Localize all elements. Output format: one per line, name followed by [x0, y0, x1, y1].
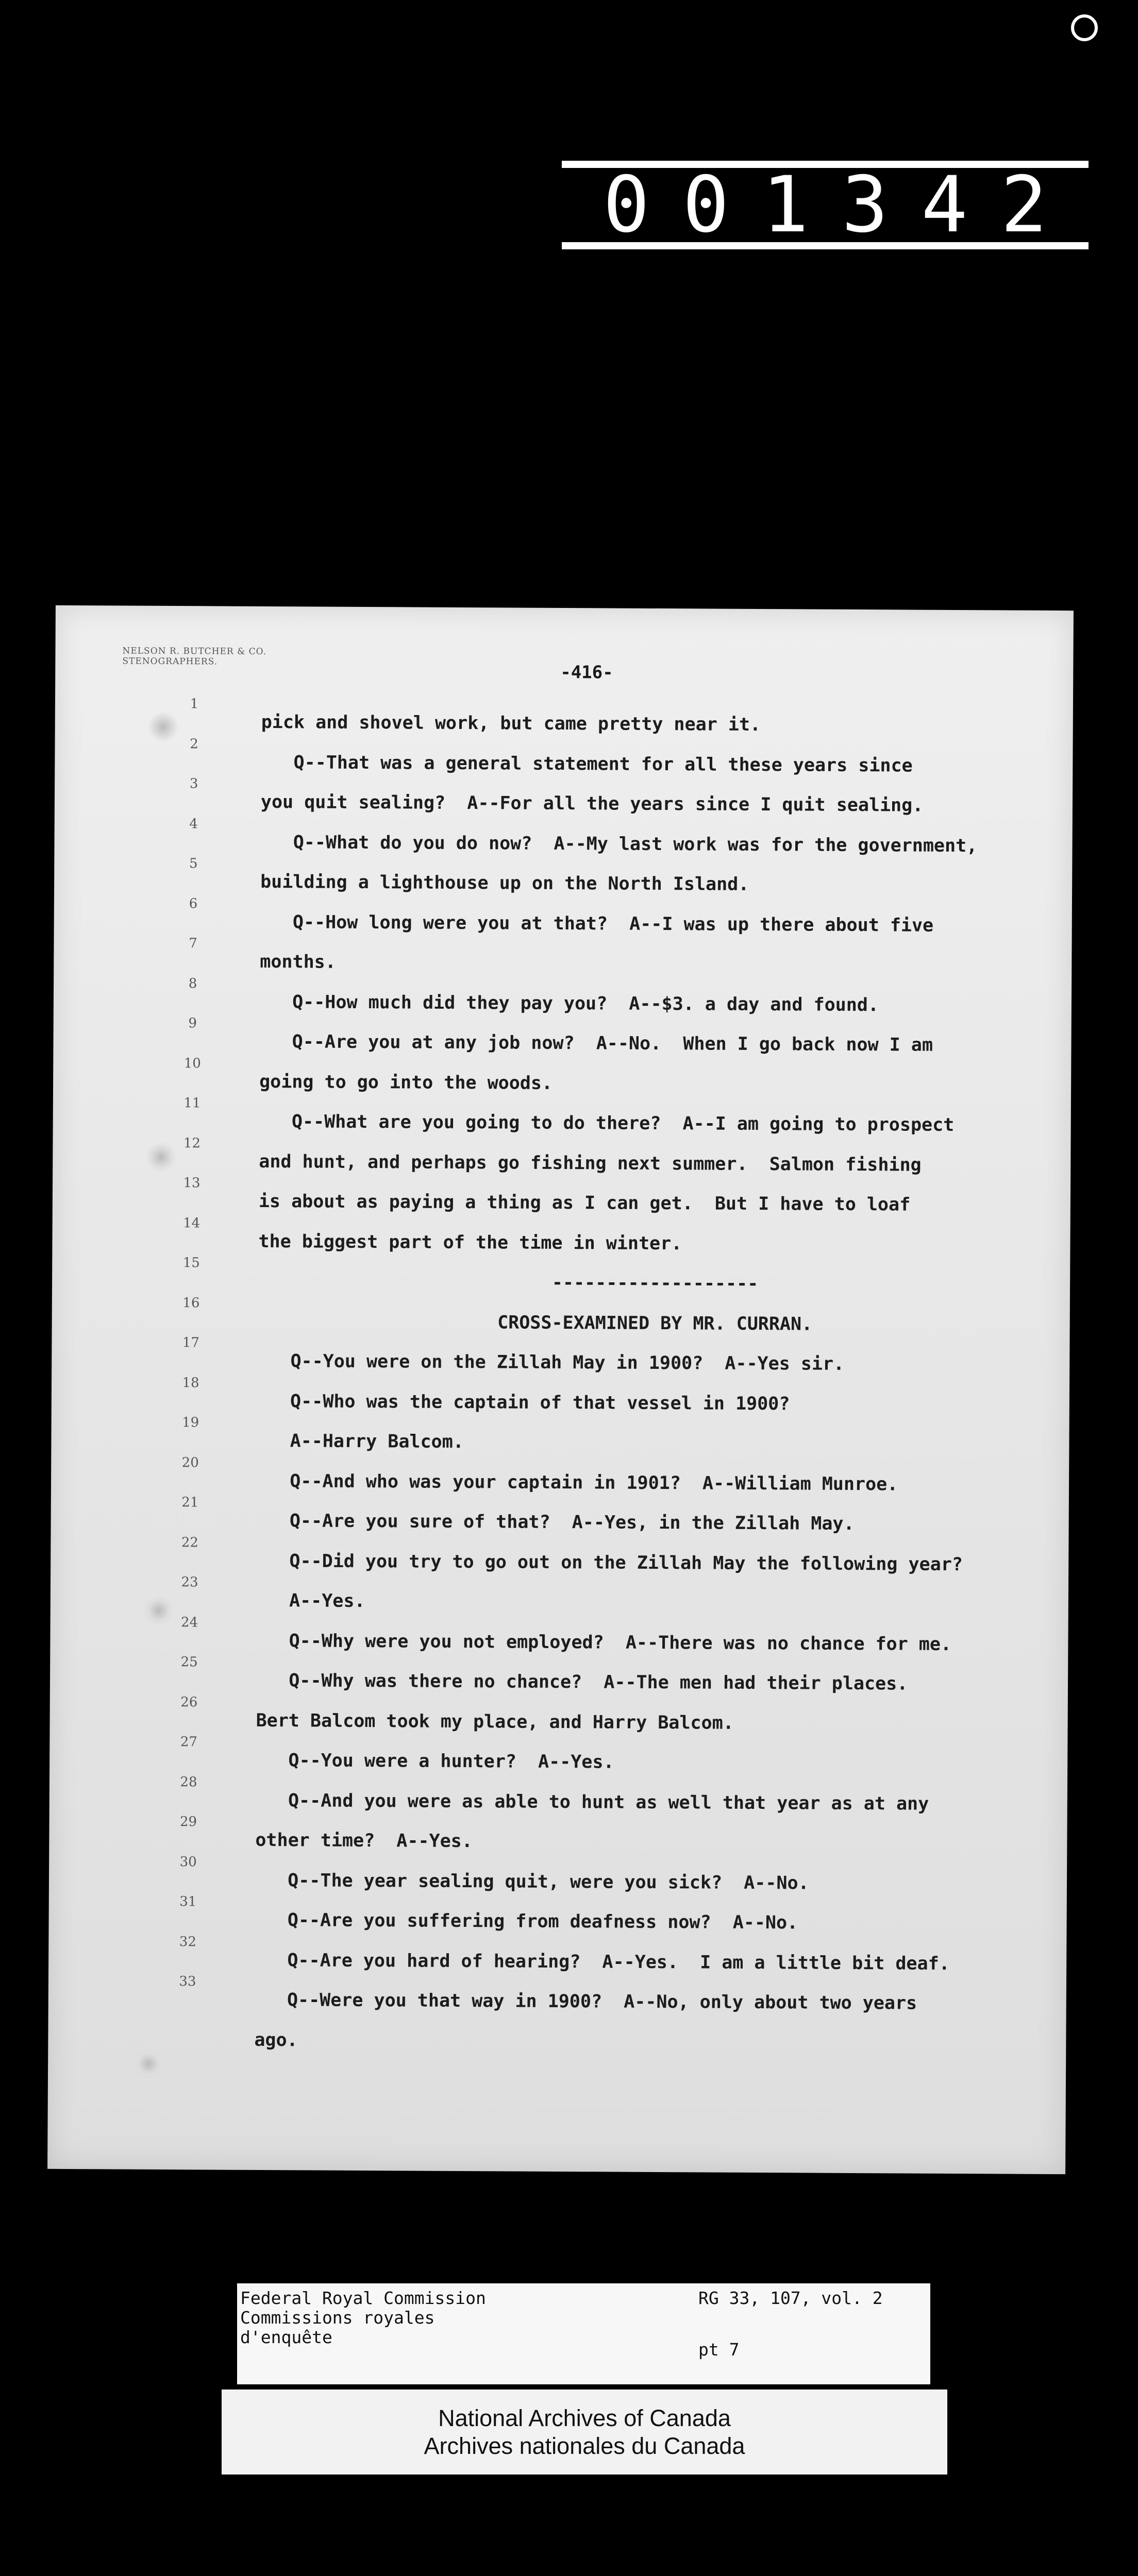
transcript-line: building a lighthouse up on the North Island. [260, 871, 749, 895]
transcript-line: Q--Are you hard of hearing? A--Yes. I am a little bit deaf. [255, 1950, 950, 1974]
transcript-line: Q--Are you suffering from deafness now? A--No. [255, 1909, 798, 1934]
punch-hole [145, 1142, 176, 1173]
line-number: 8 [188, 975, 197, 991]
transcript-line: Bert Balcom took my place, and Harry Balcom. [256, 1710, 734, 1734]
page-number: -416- [560, 662, 613, 683]
transcript-line: and hunt, and perhaps go fishing next summer. Salmon fishing [259, 1151, 922, 1176]
transcript-line: Q--That was a general statement for all these years since [261, 752, 913, 776]
transcript-line: Q--Are you at any job now? A--No. When I go back now I am [259, 1031, 933, 1056]
archive-label-card [237, 2283, 930, 2384]
line-number: 3 [189, 776, 198, 792]
line-number: 4 [189, 816, 198, 832]
commission-label-line: Commissions royales [240, 2308, 435, 2328]
line-number: 23 [181, 1574, 198, 1590]
archives-name-en: National Archives of Canada [438, 2404, 731, 2431]
punch-hole [133, 2048, 164, 2079]
transcript-line: Q--And you were as able to hunt as well that year as at any [255, 1790, 929, 1815]
line-number: 15 [182, 1255, 200, 1271]
line-number: 6 [189, 895, 198, 911]
transcript-line: ago. [254, 2029, 298, 2050]
transcript-line: Q--And who was your captain in 1901? A--William Munroe. [257, 1470, 898, 1495]
transcript-line: is about as paying a thing as I can get. But I have to loaf [258, 1191, 911, 1215]
line-number: 27 [180, 1734, 198, 1750]
line-number: 5 [189, 856, 198, 872]
line-number: 2 [190, 736, 198, 752]
corner-registration-mark [1071, 14, 1098, 41]
line-number: 13 [183, 1175, 200, 1191]
line-number: 28 [180, 1774, 197, 1790]
line-number: 32 [179, 1934, 197, 1950]
line-number-column [172, 696, 210, 2014]
transcript-line: the biggest part of the time in winter. [258, 1231, 682, 1254]
line-number: 12 [183, 1135, 201, 1151]
transcript-line: Q--What do you do now? A--My last work was for the government, [260, 832, 978, 856]
transcript-line: Q--You were on the Zillah May in 1900? A--Yes sir. [258, 1350, 845, 1375]
transcript-line: Q--Were you that way in 1900? A--No, only about two years [254, 1989, 917, 2014]
punch-hole [143, 1595, 174, 1626]
transcript-line: other time? A--Yes. [255, 1829, 473, 1852]
document-page [47, 605, 1074, 2174]
transcript-line: Q--Why were you not employed? A--There was no chance for me. [256, 1630, 952, 1655]
transcript-line: months. [260, 951, 336, 973]
line-number: 20 [181, 1454, 199, 1470]
transcript-line: A--Yes. [256, 1590, 365, 1612]
line-number: 10 [183, 1055, 201, 1071]
archives-card [222, 2389, 947, 2475]
transcript-line: going to go into the woods. [259, 1071, 553, 1094]
section-heading: CROSS-EXAMINED BY MR. CURRAN. [497, 1312, 813, 1335]
line-number: 9 [188, 1015, 197, 1031]
transcript-line: pick and shovel work, but came pretty near it. [261, 711, 761, 736]
transcript-line: Q--Did you try to go out on the Zillah May the following year? [257, 1550, 963, 1575]
line-number: 11 [183, 1095, 201, 1111]
transcript-line: you quit sealing? A--For all the years since I quit sealing. [260, 791, 924, 816]
firm-role: STENOGRAPHERS. [122, 656, 218, 667]
line-number: 1 [190, 696, 199, 712]
transcript-line: Q--Are you sure of that? A--Yes, in the Zillah May. [257, 1510, 855, 1534]
line-number: 24 [181, 1614, 198, 1630]
line-number: 17 [182, 1335, 200, 1351]
line-number: 33 [179, 1974, 196, 1990]
commission-label-line: d'enquête [240, 2327, 332, 2347]
line-number: 31 [179, 1894, 197, 1910]
line-number: 25 [180, 1654, 198, 1670]
transcript-line: Q--How much did they pay you? A--$3. a day and found. [259, 991, 879, 1015]
archives-name-fr: Archives nationales du Canada [424, 2432, 745, 2459]
line-number: 19 [182, 1415, 199, 1431]
line-number: 18 [182, 1375, 199, 1391]
transcript-line: Q--The year sealing quit, were you sick? A--No. [255, 1870, 809, 1894]
transcript-line: Q--How long were you at that? A--I was up there about five [260, 911, 934, 936]
section-rule: ------------------- [551, 1272, 759, 1295]
line-number: 29 [179, 1814, 197, 1830]
transcript-line: Q--Who was the captain of that vessel in 1900? [257, 1391, 790, 1414]
line-number: 22 [181, 1534, 199, 1550]
line-number: 7 [189, 936, 197, 952]
line-number: 21 [181, 1495, 199, 1511]
transcript-line: A--Harry Balcom. [257, 1430, 464, 1453]
firm-header [122, 646, 266, 667]
line-number: 14 [183, 1215, 200, 1231]
line-number: 16 [182, 1295, 200, 1311]
transcript-line: Q--What are you going to do there? A--I am going to prospect [259, 1111, 955, 1136]
commission-label [240, 2289, 486, 2347]
transcript-body [254, 707, 1055, 2069]
part-number: pt 7 [698, 2340, 740, 2360]
firm-name: NELSON R. BUTCHER & CO. [122, 646, 267, 657]
transcript-line: Q--You were a hunter? A--Yes. [256, 1750, 614, 1773]
commission-label-line: Federal Royal Commission [240, 2288, 486, 2308]
record-group-reference: RG 33, 107, vol. 2 [698, 2288, 883, 2308]
line-number: 30 [179, 1854, 197, 1870]
transcript-line: Q--Why was there no chance? A--The men had their places. [256, 1670, 908, 1694]
frame-number: 001342 [603, 160, 1080, 250]
punch-hole [148, 711, 179, 742]
frame-number-banner [562, 161, 1089, 249]
line-number: 26 [180, 1694, 198, 1710]
